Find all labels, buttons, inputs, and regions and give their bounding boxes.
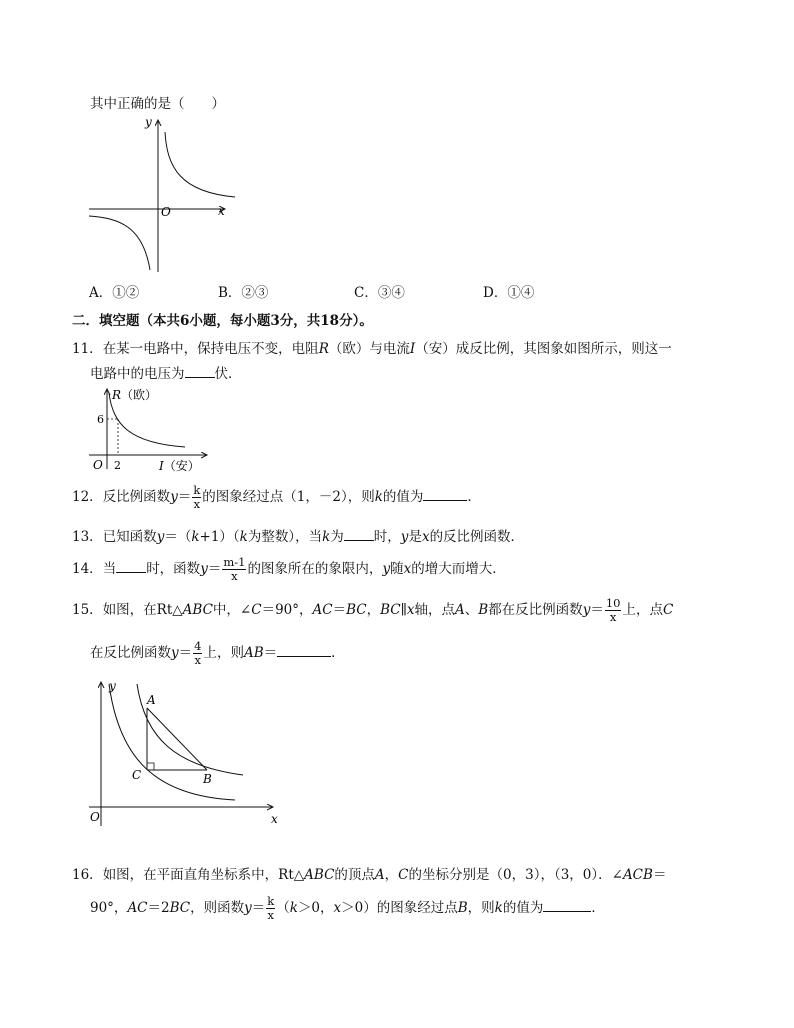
answer-blank xyxy=(543,899,591,912)
option-d: D．①④ xyxy=(483,285,535,301)
section-title: 二．填空题（本共6小题，每小题3分，共18分）。 xyxy=(72,313,373,329)
segment-ab xyxy=(147,708,207,770)
answer-blank xyxy=(423,488,467,501)
point-c-label: C xyxy=(132,768,142,782)
point-a-label: A xyxy=(147,693,156,707)
q10-graph xyxy=(85,112,235,274)
fraction: $\frac{4}{x}$ xyxy=(194,639,202,667)
origin-label: O xyxy=(93,458,103,472)
answer-blank xyxy=(185,365,215,378)
y-label: y xyxy=(145,115,152,129)
q12: 12．反比例函数y＝ $\frac{k}{x}$ 的图象经过点（1，－2），则k的值为 ． xyxy=(72,483,481,511)
fraction: $\frac{10}{x}$ xyxy=(605,596,621,624)
fraction: $\frac{k}{x}$ xyxy=(267,894,275,922)
y-label: y xyxy=(109,679,116,693)
y-axis-label: R（欧） xyxy=(112,388,158,402)
option-c: C．③④ xyxy=(354,285,405,301)
q15-graph xyxy=(85,678,285,828)
q11-line2: 电路中的电压为 伏． xyxy=(90,366,242,382)
option-b: B．②③ xyxy=(218,285,269,301)
origin-label: O xyxy=(161,205,171,219)
y-tick-6: 6 xyxy=(97,413,104,426)
fraction: $\frac{k}{x}$ xyxy=(193,483,201,511)
q15-line2: 在反比例函数y＝ $\frac{4}{x}$ 上，则AB＝ ． xyxy=(90,639,345,667)
answer-blank xyxy=(277,644,331,657)
hyperbola-branch-q3 xyxy=(89,216,150,270)
q16-line1: 16．如图，在平面直角坐标系中，Rt△ABC的顶点A，C的坐标分别是（0，3），（3，0）．∠ACB＝ xyxy=(72,867,667,883)
q16-line2: 90°，AC＝2BC，则函数y＝ $\frac{k}{x}$ （k＞0，x＞0）的图象经过点B，则k的值为 ． xyxy=(90,894,605,922)
q11-line1: 11．在某一电路中，保持电压不变，电阻R（欧）与电流I（安）成反比例，其图象如图所示，则这一 xyxy=(72,341,672,357)
q13: 13．已知函数y＝（k+1）（k为整数），当k为 时，y是x的反比例函数． xyxy=(72,529,525,545)
q11-graph xyxy=(85,385,210,475)
x-label: x xyxy=(218,204,225,218)
q15-line1: 15．如图，在Rt△ABC中，∠C＝90°，AC＝BC，BC∥x轴，点A、B都在反比例函数y＝ $\frac{10}{x}$ 上，点C xyxy=(72,596,674,624)
answer-blank xyxy=(344,528,374,541)
hyperbola-branch-q1 xyxy=(165,132,235,197)
curve-y-4-over-x xyxy=(109,684,235,800)
q14: 14．当 时，函数y＝ $\frac{m-1}{x}$ 的图象所在的象限内，y随x的增大而增大． xyxy=(72,555,506,583)
x-tick-2: 2 xyxy=(114,459,121,472)
origin-label: O xyxy=(90,810,100,824)
x-label: x xyxy=(271,812,278,826)
point-b-label: B xyxy=(203,772,212,786)
q10-stem-tail: 其中正确的是（ ） xyxy=(90,96,225,112)
option-a: A．①② xyxy=(89,285,140,301)
fraction: $\frac{m-1}{x}$ xyxy=(223,555,246,583)
x-axis-label: I（安） xyxy=(159,459,200,473)
right-angle-mark xyxy=(147,763,154,770)
answer-blank xyxy=(116,560,146,573)
